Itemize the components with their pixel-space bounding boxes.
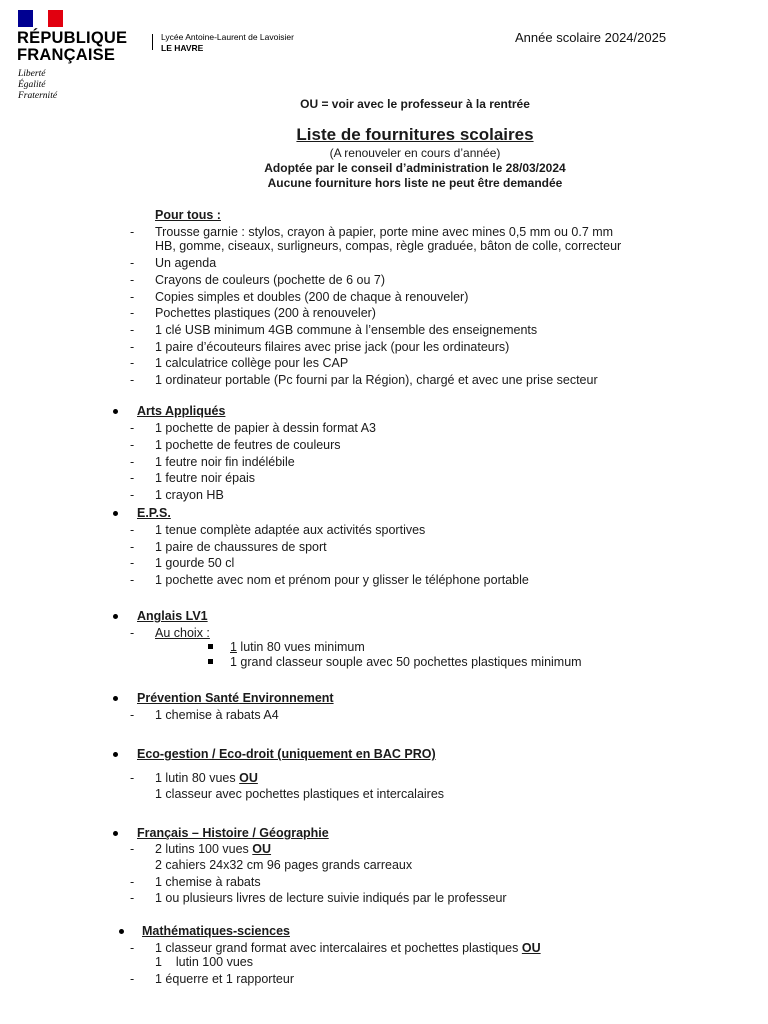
- list-item-continuation: 1 classeur avec pochettes plastiques et intercalaires: [155, 787, 445, 801]
- list-item: 1 pochette avec nom et prénom pour y glisser le téléphone portable: [155, 573, 529, 587]
- list-item: 1 lutin 80 vues minimum: [230, 640, 365, 654]
- dash-bullet: -: [130, 306, 135, 320]
- list-item: 1 feutre noir fin indélébile: [155, 455, 295, 469]
- page-title: Liste de fournitures scolaires: [296, 125, 534, 144]
- section-heading-eps: E.P.S.: [137, 506, 171, 520]
- subtitle-renew: (A renouveler en cours d’année): [329, 146, 501, 160]
- section-bullet: [113, 752, 118, 757]
- list-item: 2 lutins 100 vues OU: [155, 842, 272, 856]
- list-item-continuation: 2 cahiers 24x32 cm 96 pages grands carreaux: [155, 858, 413, 872]
- list-item: 1 chemise à rabats: [155, 875, 261, 889]
- dash-bullet: -: [130, 556, 135, 570]
- list-item: Un agenda: [155, 256, 217, 270]
- dash-bullet: -: [130, 891, 135, 905]
- dash-bullet: -: [130, 972, 135, 986]
- list-item: 1 grand classeur souple avec 50 pochettes plastiques minimum: [230, 655, 582, 669]
- section-heading-francais: Français – Histoire / Géographie: [137, 826, 329, 840]
- list-item: 1 gourde 50 cl: [155, 556, 235, 570]
- section-heading-pse: Prévention Santé Environnement: [137, 691, 334, 705]
- page-header: [0, 0, 768, 110]
- section-heading-eco: Eco-gestion / Eco-droit (uniquement en BAC PRO): [137, 747, 436, 761]
- choice-label: Au choix :: [155, 626, 210, 640]
- dash-bullet: -: [130, 523, 135, 537]
- section-bullet: [113, 831, 118, 836]
- list-item: Crayons de couleurs (pochette de 6 ou 7): [155, 273, 385, 287]
- square-bullet: [208, 659, 213, 664]
- section-heading-arts: Arts Appliqués: [137, 404, 226, 418]
- list-item: 1 classeur grand format avec intercalaires et pochettes plastiques OU: [155, 941, 541, 955]
- list-item: 1 feutre noir épais: [155, 471, 256, 485]
- section-bullet: [113, 696, 118, 701]
- dash-bullet: -: [130, 256, 135, 270]
- list-item: 1 ordinateur portable (Pc fourni par la Région), chargé et avec une prise secteur: [155, 373, 598, 387]
- list-item: 1 paire de chaussures de sport: [155, 540, 327, 554]
- list-item-continuation: 1 lutin 100 vues: [155, 955, 253, 969]
- section-bullet: [113, 409, 118, 414]
- square-bullet: [208, 644, 213, 649]
- list-item: 1 lutin 80 vues OU: [155, 771, 258, 785]
- dash-bullet: -: [130, 340, 135, 354]
- list-item: 1 équerre et 1 rapporteur: [155, 972, 294, 986]
- section-bullet: [113, 614, 118, 619]
- list-item: 1 paire d’écouteurs filaires avec prise jack (pour les ordinateurs): [155, 340, 510, 354]
- list-item: Copies simples et doubles (200 de chaque à renouveler): [155, 290, 469, 304]
- dash-bullet: -: [130, 421, 135, 435]
- list-item: 1 calculatrice collège pour les CAP: [155, 356, 349, 370]
- list-item: 1 ou plusieurs livres de lecture suivie indiqués par le professeur: [155, 891, 507, 905]
- section-bullet: [119, 929, 124, 934]
- french-flag-icon: [18, 10, 63, 27]
- dash-bullet: -: [130, 842, 135, 856]
- dash-bullet: -: [130, 771, 135, 785]
- dash-bullet: -: [130, 438, 135, 452]
- list-item: 1 clé USB minimum 4GB commune à l’ensemble des enseignements: [155, 323, 538, 337]
- dash-bullet: -: [130, 471, 135, 485]
- republic-motto: Liberté Égalité Fraternité: [18, 69, 58, 101]
- dash-bullet: -: [130, 573, 135, 587]
- section-heading-maths: Mathématiques-sciences: [142, 924, 290, 938]
- list-item: 1 chemise à rabats A4: [155, 708, 279, 722]
- dash-bullet: -: [130, 626, 135, 640]
- section-heading-pour-tous: Pour tous :: [155, 208, 221, 222]
- section-bullet: [113, 511, 118, 516]
- school-year: Année scolaire 2024/2025: [515, 30, 667, 45]
- dash-bullet: -: [130, 488, 135, 502]
- dash-bullet: -: [130, 373, 135, 387]
- list-item: 1 pochette de feutres de couleurs: [155, 438, 341, 452]
- dash-bullet: -: [130, 941, 135, 955]
- list-item-continuation: HB, gomme, ciseaux, surligneurs, compas, règle graduée, bâton de colle, correcteur: [155, 239, 622, 253]
- dash-bullet: -: [130, 875, 135, 889]
- ou-note: OU = voir avec le professeur à la rentrée: [300, 97, 530, 111]
- dash-bullet: -: [130, 225, 135, 239]
- list-item: 1 crayon HB: [155, 488, 224, 502]
- list-item: 1 tenue complète adaptée aux activités sportives: [155, 523, 426, 537]
- section-heading-anglais: Anglais LV1: [137, 609, 208, 623]
- dash-bullet: -: [130, 356, 135, 370]
- dash-bullet: -: [130, 540, 135, 554]
- dash-bullet: -: [130, 455, 135, 469]
- republique-francaise-logo: RÉPUBLIQUE FRANÇAISE: [17, 29, 128, 64]
- dash-bullet: -: [130, 290, 135, 304]
- school-name: Lycée Antoine-Laurent de Lavoisier LE HAVRE: [161, 32, 294, 53]
- dash-bullet: -: [130, 273, 135, 287]
- dash-bullet: -: [130, 708, 135, 722]
- subtitle-restriction: Aucune fourniture hors liste ne peut être demandée: [267, 176, 563, 190]
- list-item: 1 pochette de papier à dessin format A3: [155, 421, 376, 435]
- subtitle-adopted: Adoptée par le conseil d’administration le 28/03/2024: [264, 161, 566, 175]
- list-item: Trousse garnie : stylos, crayon à papier, porte mine avec mines 0,5 mm ou 0.7 mm: [155, 225, 614, 239]
- dash-bullet: -: [130, 323, 135, 337]
- header-divider: [152, 34, 153, 50]
- list-item: Pochettes plastiques (200 à renouveler): [155, 306, 376, 320]
